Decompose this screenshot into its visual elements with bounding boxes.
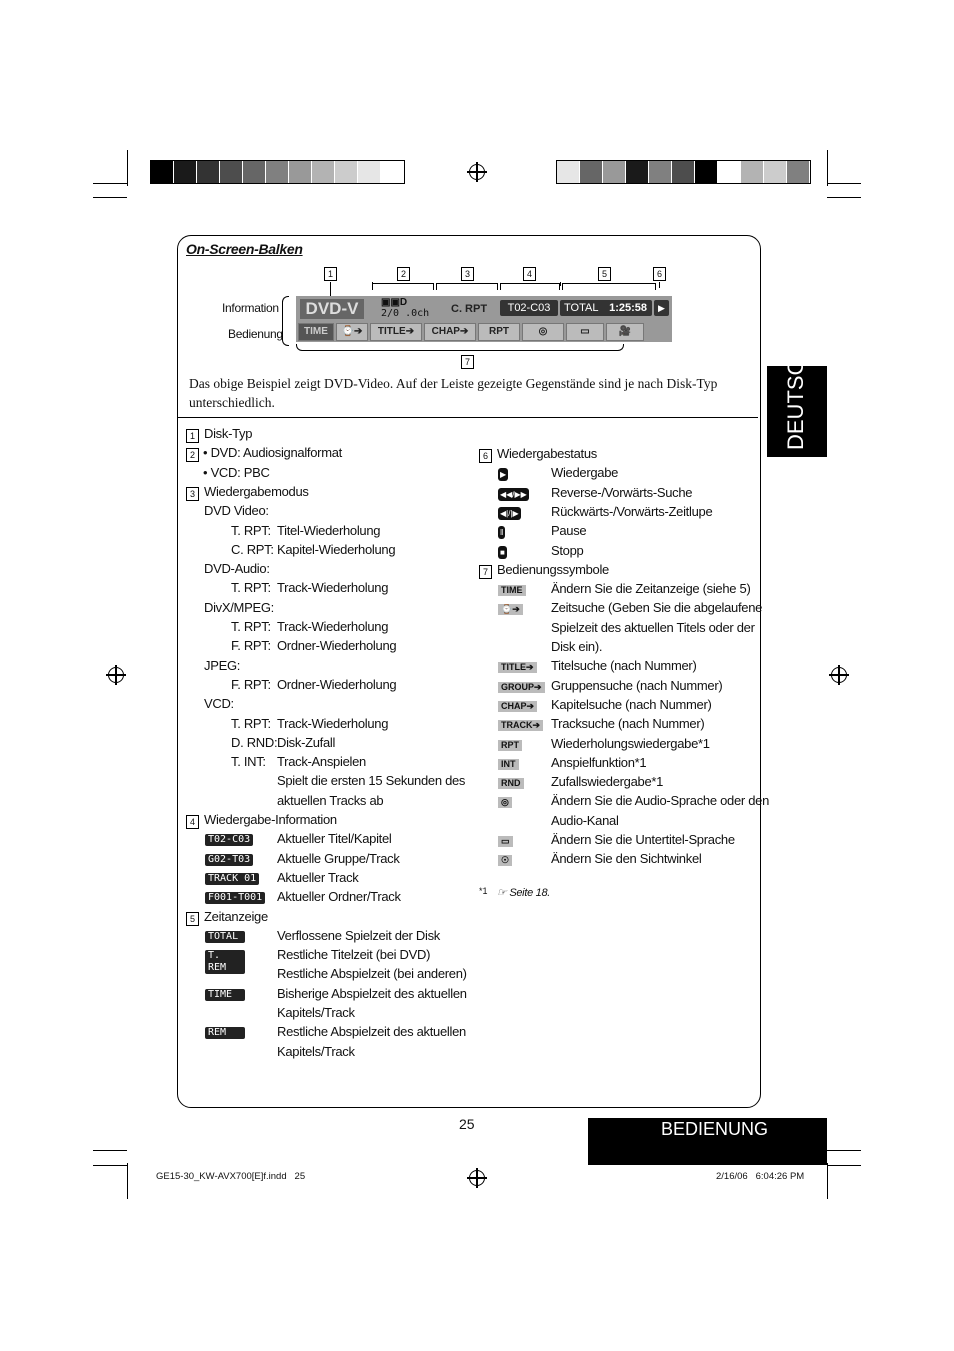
ops-desc: Tracksuche (nach Nummer) (551, 716, 705, 732)
registration-mark-icon (108, 667, 124, 683)
ops-desc: Anspielfunktion*1 (551, 754, 647, 770)
info-tag: G02-T03 (205, 854, 253, 866)
info-title: Wiedergabe-Information (204, 812, 337, 827)
color-swatch (603, 161, 626, 183)
info-tag: F001-T001 (205, 892, 265, 904)
file-slug: GE15-30_KW-AVX700[E]f.indd 25 (156, 1171, 306, 1182)
mode-desc: Kapitel-Wiederholung (277, 541, 396, 557)
callout-number: 5 (598, 267, 611, 281)
info-tag: TRACK 01 (205, 873, 259, 885)
mode-code: T. RPT: (231, 715, 271, 731)
mode-note: Spielt die ersten 15 Sekunden des (277, 773, 466, 789)
time-desc: Kapitels/Track (277, 1043, 355, 1059)
callout-bracket (500, 283, 560, 290)
callout-bracket (372, 283, 434, 290)
play-icon: ▶ (654, 300, 669, 316)
ops-tag: ▭ (498, 836, 513, 847)
osd-repeat: C. RPT (451, 303, 488, 315)
color-swatch (626, 161, 649, 183)
crop-mark (827, 197, 861, 198)
osd-total-label: TOTAL (564, 302, 599, 314)
ops-desc: Zufallswiedergabe*1 (551, 774, 664, 790)
item-label: Wiedergabemodus (204, 483, 309, 499)
item-number: 6 (479, 449, 492, 463)
color-swatch (312, 161, 335, 183)
callout-number: 7 (461, 355, 474, 369)
callout-bracket (562, 283, 656, 290)
osd-control: ⌚➔ (336, 323, 368, 341)
time-desc: Verflossene Spielzeit der Disk (277, 927, 440, 943)
mode-code: T. INT: (231, 754, 266, 770)
mode-code: D. RND: (231, 734, 278, 750)
color-swatch (289, 161, 312, 183)
color-swatch (381, 161, 404, 183)
ops-tag: TIME (498, 585, 526, 596)
color-swatch (557, 161, 580, 183)
ops-tag: ⌚➔ (498, 604, 523, 615)
time-tag: TOTAL (205, 931, 245, 943)
callout-bracket (436, 283, 498, 290)
status-icon: ◀◀/▶▶ (500, 489, 527, 499)
mode-group: DVD-Audio: (204, 561, 270, 577)
mode-code: F. RPT: (231, 676, 271, 692)
registration-mark-icon (469, 1170, 485, 1186)
mode-group: VCD: (204, 696, 234, 712)
item-label: Disk-Typ (204, 426, 253, 441)
color-swatch (580, 161, 603, 183)
osd-total (560, 300, 652, 316)
time-tag: REM (205, 1027, 245, 1039)
ops-desc: Zeitsuche (Geben Sie die abgelaufene (551, 600, 763, 616)
color-swatch (787, 161, 810, 183)
mode-code: T. RPT: (231, 619, 271, 634)
item-number: 3 (186, 487, 199, 501)
osd-bar (296, 296, 672, 342)
mode-code: T. RPT: (231, 580, 271, 596)
ops-tag: RPT (498, 740, 522, 751)
ops-tag: ☉ (498, 855, 512, 866)
color-swatch (764, 161, 787, 183)
osd-control: ◎ (522, 323, 564, 341)
section-title: On-Screen-Balken (186, 241, 303, 257)
footnote-mark: *1 (479, 886, 488, 896)
ops-desc: Titelsuche (nach Nummer) (551, 658, 697, 674)
time-desc: Restliche Abspielzeit des aktuellen (277, 1024, 466, 1040)
registration-mark-icon (469, 164, 485, 180)
crop-mark (93, 1150, 127, 1151)
divider (178, 417, 758, 418)
crop-mark (93, 1165, 127, 1166)
section-tab (588, 1118, 827, 1165)
ops-tag: TRACK➔ (498, 720, 543, 731)
ops-desc: Ändern Sie die Untertitel-Sprache (551, 832, 735, 847)
osd-disc-type: DVD-V (300, 299, 364, 319)
item-label: • DVD: Audiosignalformat (203, 445, 342, 461)
callout-number: 4 (523, 267, 536, 281)
ops-tag: GROUP➔ (498, 682, 545, 693)
info-desc: Aktuelle Gruppe/Track (277, 850, 400, 866)
mode-desc: Ordner-Wiederholung (277, 638, 397, 654)
print-date: 2/16/06 6:04:26 PM (716, 1171, 805, 1182)
crop-mark (827, 1150, 861, 1151)
bedienung-label: Bedienung (228, 327, 283, 341)
crop-mark (127, 150, 128, 186)
callout-number: 6 (653, 267, 666, 281)
mode-desc: Ordner-Wiederholung (277, 676, 397, 692)
item-number: 5 (186, 912, 199, 926)
ops-desc: Ändern Sie die Zeitanzeige (siehe 5) (551, 581, 751, 597)
section-tab-label: BEDIENUNG (661, 1119, 769, 1139)
ops-desc: Disk ein). (551, 639, 603, 654)
info-tag: T02-C03 (205, 834, 253, 846)
time-tag: TIME (205, 989, 245, 1001)
language-tab (767, 343, 827, 457)
time-desc: Kapitels/Track (277, 1005, 355, 1020)
crop-mark (93, 197, 127, 198)
status-icon: ▶ (500, 470, 507, 480)
color-swatch (695, 161, 718, 183)
ops-desc: Wiederholungswiedergabe*1 (551, 735, 710, 751)
status-desc: Reverse-/Vorwärts-Suche (551, 484, 693, 500)
status-title: Wiedergabestatus (497, 446, 597, 461)
mode-group: DivX/MPEG: (204, 599, 274, 615)
osd-control: 🎥 (606, 323, 644, 341)
page-number: 25 (459, 1116, 475, 1132)
color-swatch (649, 161, 672, 183)
status-desc: Wiedergabe (551, 465, 619, 481)
color-swatch (243, 161, 266, 183)
mode-code: T. RPT: (231, 522, 271, 538)
callout-line (659, 282, 660, 288)
ops-tag: RND (498, 778, 524, 789)
ops-desc: Gruppensuche (nach Nummer) (551, 677, 723, 693)
language-tab-label: DEUTSCH (783, 343, 808, 450)
item-number: 7 (479, 565, 492, 579)
crop-mark (827, 183, 861, 184)
callout-line (560, 282, 561, 286)
osd-audio-format: 2/0 .0ch (381, 308, 430, 319)
footnote: ☞ Seite 18. (497, 887, 551, 899)
color-swatch (174, 161, 197, 183)
ops-tag: INT (498, 759, 519, 770)
color-bar-left (150, 160, 405, 184)
time-title: Zeitanzeige (204, 908, 268, 924)
status-icon: ■ (500, 547, 505, 557)
ops-title: Bedienungssymbole (497, 561, 609, 577)
mode-note: aktuellen Tracks ab (277, 792, 384, 808)
crop-mark (827, 1165, 861, 1166)
crop-mark (827, 1163, 828, 1199)
crop-mark (827, 150, 828, 186)
mode-desc: Titel-Wiederholung (277, 522, 381, 538)
ops-desc: Spielzeit des aktuellen Titels oder der (551, 619, 755, 635)
item-number: 4 (186, 815, 199, 829)
time-desc: Restliche Titelzeit (bei DVD) (277, 947, 431, 963)
crop-mark (127, 1163, 128, 1199)
mode-group: JPEG: (204, 657, 241, 673)
info-desc: Aktueller Track (277, 869, 359, 885)
osd-title-chap: T02-C03 (500, 300, 558, 316)
color-swatch (151, 161, 174, 183)
osd-control: TITLE➔ (370, 323, 422, 341)
ops-tag: ◎ (498, 797, 512, 808)
information-label: Information (222, 301, 279, 315)
status-desc: Stopp (551, 542, 584, 558)
color-bar-right (556, 160, 811, 184)
status-icon: ◀|/|▶ (500, 508, 519, 518)
callout-bracket-7 (296, 344, 624, 351)
mode-desc: Disk-Zufall (277, 734, 336, 750)
mode-group: DVD Video: (204, 503, 269, 519)
mode-desc: Track-Wiederholung (277, 619, 389, 634)
mode-desc: Track-Wiederholung (277, 580, 389, 596)
mode-desc: Track-Anspielen (277, 754, 366, 770)
ops-desc: Audio-Kanal (551, 812, 619, 828)
osd-control: RPT (478, 323, 520, 341)
item-number: 1 (186, 429, 199, 443)
color-swatch (266, 161, 289, 183)
bracket (282, 296, 289, 346)
status-desc: Pause (551, 523, 587, 539)
item-label: • VCD: PBC (203, 464, 270, 480)
ops-tag: CHAP➔ (498, 701, 537, 712)
color-swatch (741, 161, 764, 183)
callout-number: 3 (461, 267, 474, 281)
caption: Das obige Beispiel zeigt DVD-Video. Auf der Leiste gezeigte Gegenstände sind je nach Disk-Typ unterschiedlich. (189, 376, 718, 410)
info-desc: Aktueller Ordner/Track (277, 889, 401, 905)
ops-desc: Kapitelsuche (nach Nummer) (551, 696, 712, 712)
ops-tag: TITLE➔ (498, 662, 537, 673)
callout-number: 2 (397, 267, 410, 281)
status-desc: Rückwärts-/Vorwärts-Zeitlupe (551, 503, 713, 519)
time-tag: T. REM (205, 950, 245, 974)
osd-audio-logo: ▣▣D (381, 297, 408, 308)
mode-code: C. RPT: (231, 541, 274, 557)
color-swatch (335, 161, 358, 183)
color-swatch (718, 161, 741, 183)
color-swatch (672, 161, 695, 183)
time-desc: Restliche Abspielzeit (bei anderen) (277, 966, 467, 982)
status-icon: ‖ (500, 528, 504, 538)
time-desc: Bisherige Abspielzeit des aktuellen (277, 985, 467, 1001)
callout-number: 1 (324, 267, 337, 281)
mode-desc: Track-Wiederholung (277, 715, 389, 731)
color-swatch (220, 161, 243, 183)
ops-desc: Ändern Sie die Audio-Sprache oder den (551, 793, 770, 809)
registration-mark-icon (831, 667, 847, 683)
mode-code: F. RPT: (231, 638, 271, 654)
osd-controls (298, 323, 644, 340)
color-swatch (197, 161, 220, 183)
item-number: 2 (186, 448, 199, 462)
ops-desc: Ändern Sie den Sichtwinkel (551, 851, 702, 867)
osd-total-time: 1:25:58 (609, 302, 648, 314)
crop-mark (93, 183, 127, 184)
info-desc: Aktueller Titel/Kapitel (277, 831, 392, 847)
osd-control: TIME (298, 323, 334, 341)
osd-control: CHAP➔ (424, 323, 476, 341)
osd-control: ▭ (566, 323, 604, 341)
color-swatch (358, 161, 381, 183)
